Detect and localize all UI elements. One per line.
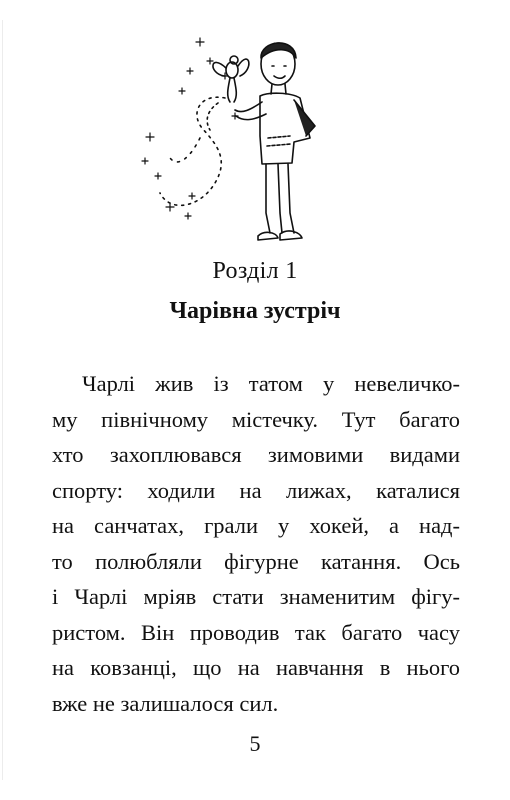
text-line: спорту: ходили на лижах, каталися [52,477,460,503]
text-line: то полюбляли фігурне катання. Ось [52,548,460,574]
text-line: на ковзанці, що на навчання в нього [52,655,460,680]
text-line: вже не залишалося сил. [52,690,279,716]
text-line: хто захоплювався зимовими видами [52,442,460,467]
page-edge-shadow [2,20,3,780]
text-line: і Чарлі мріяв стати знаменитим фігу- [52,584,460,609]
page-number: 5 [249,731,261,756]
boy-with-fairy-illustration [130,18,340,248]
text-line: му північному містечку. Тут багато [52,406,460,432]
chapter-title: Чарівна зустріч [169,298,341,324]
body-paragraph [52,366,460,721]
text-line: ристом. Він проводив так багато часу [52,619,460,645]
chapter-number: Розділ 1 [212,258,298,284]
text-line: Чарлі жив із татом у невеличко- [82,371,460,396]
text-line: на санчатах, грали у хокей, а над- [52,513,460,538]
